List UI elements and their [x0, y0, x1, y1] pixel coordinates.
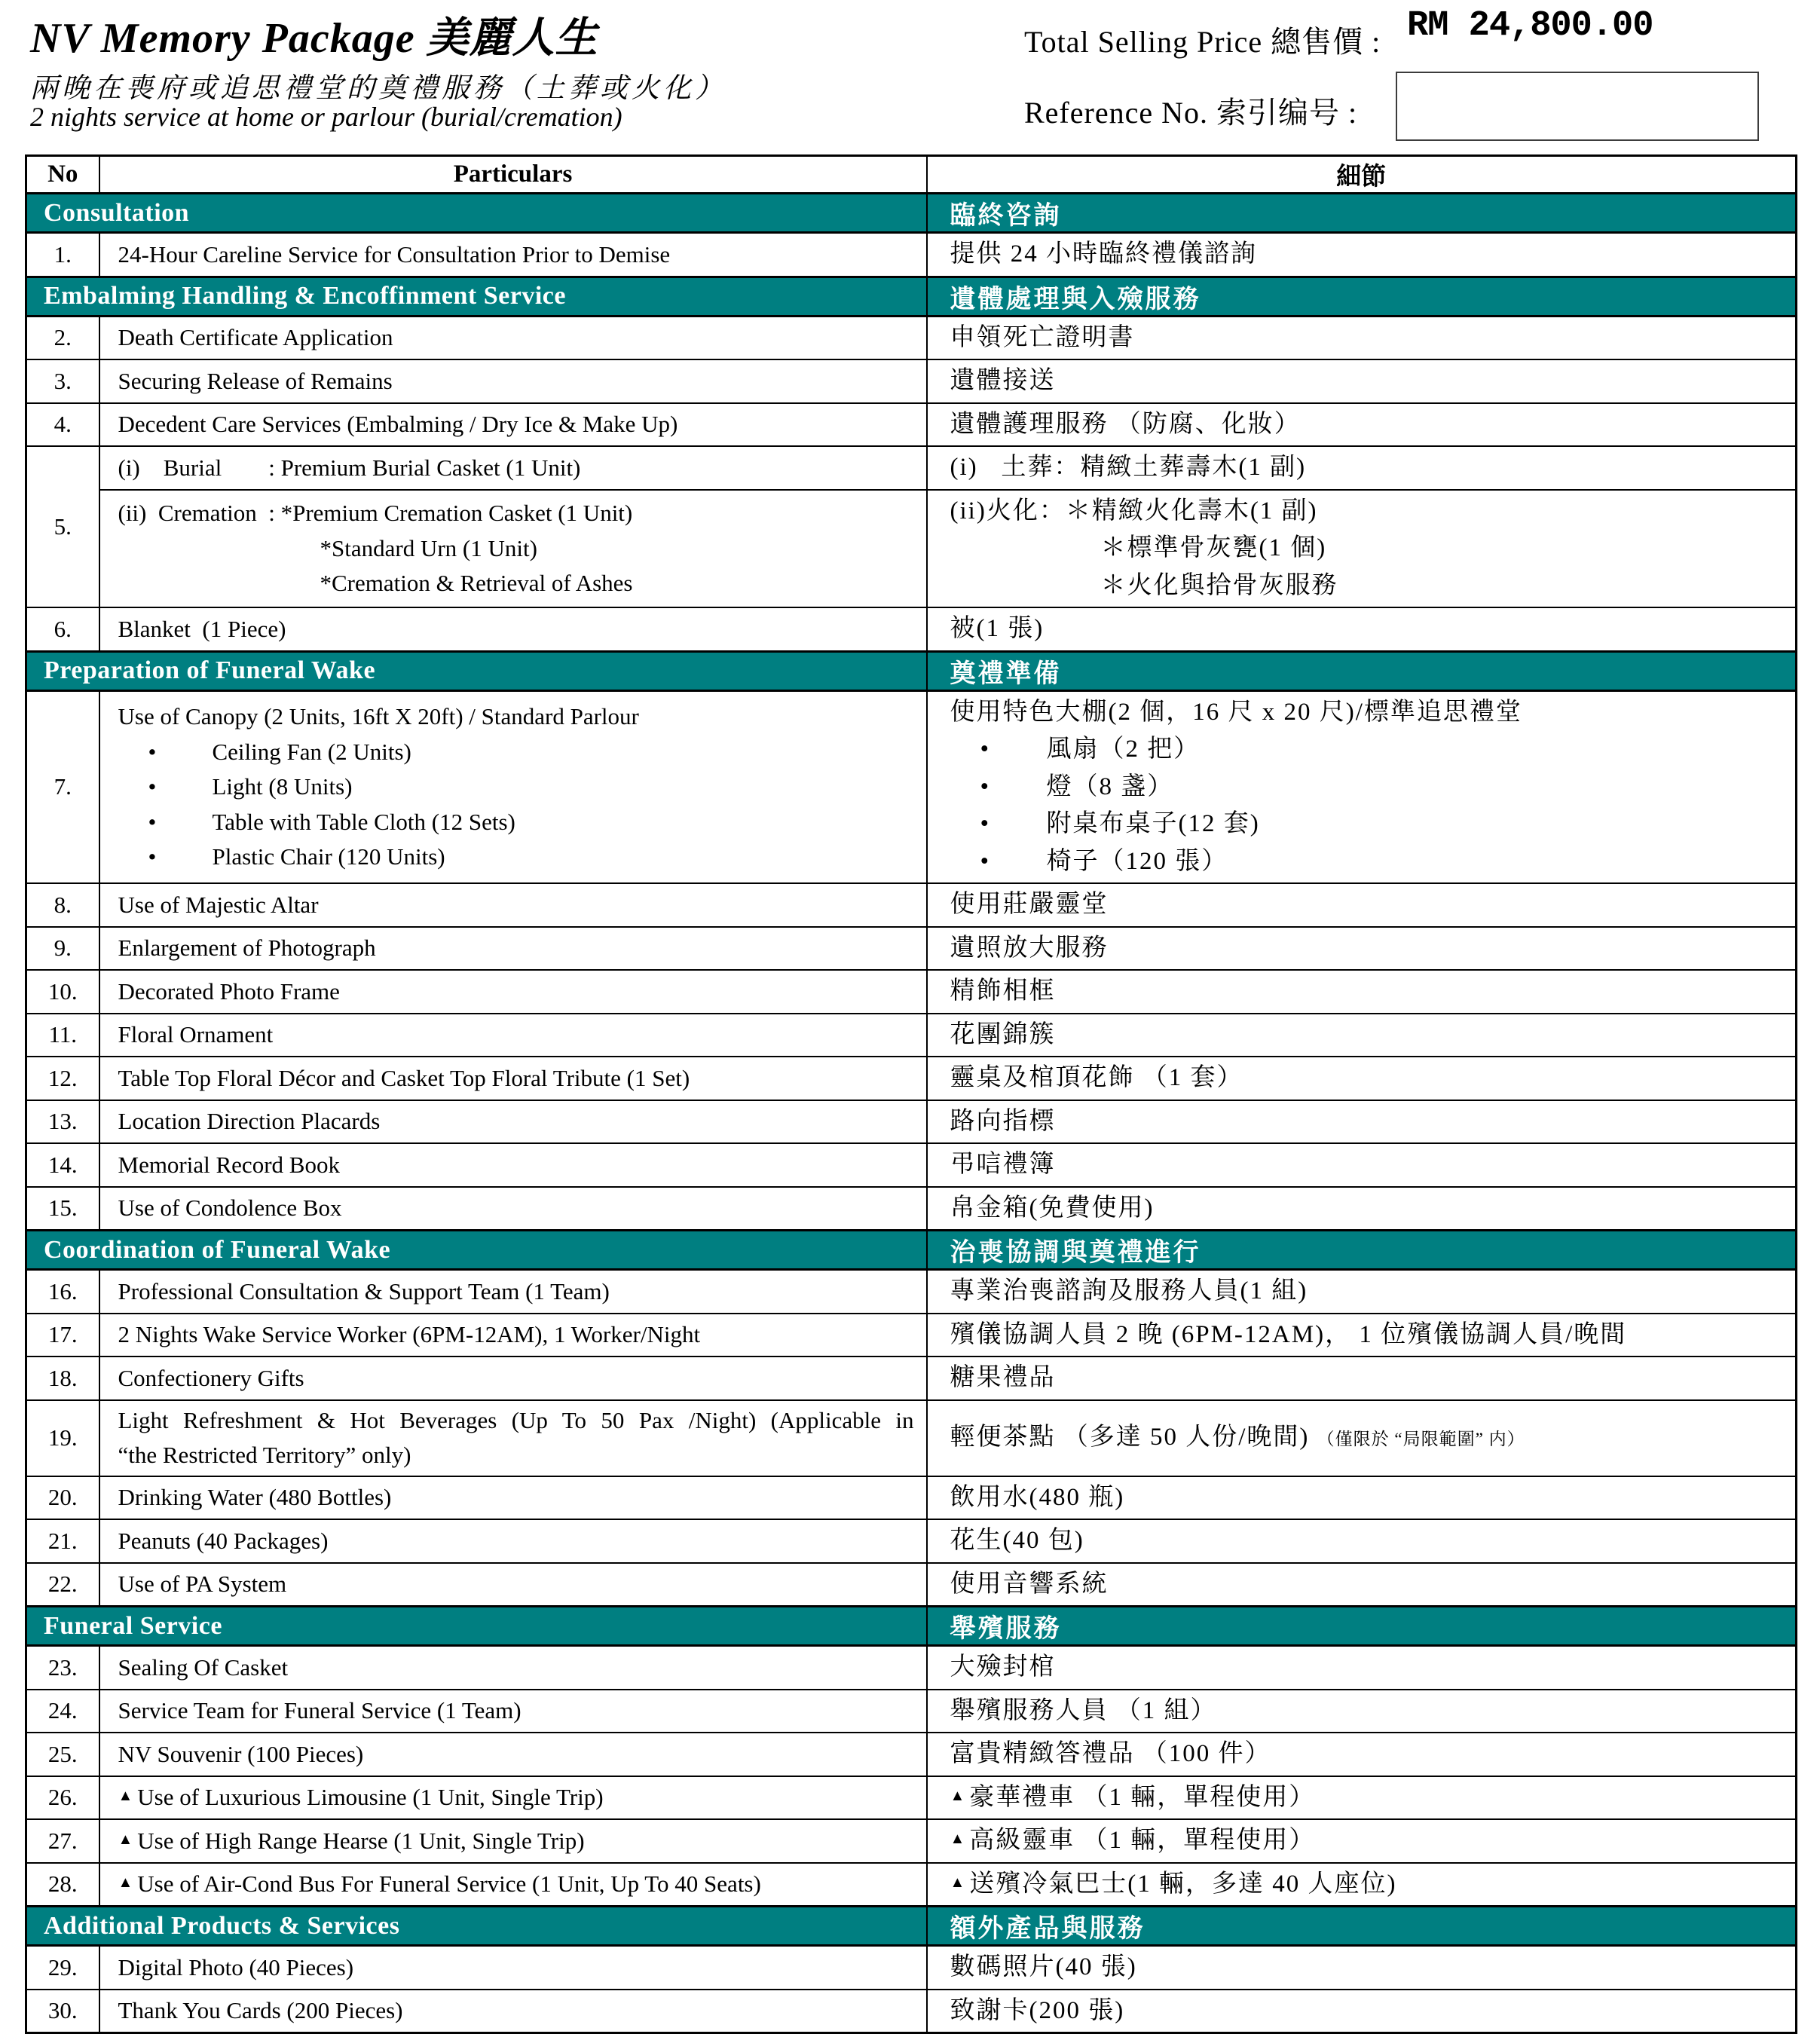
details-cell: [927, 1143, 1797, 1187]
details-cell: [927, 1187, 1797, 1231]
text-line: 舉殯服務人員 （1 組）: [950, 1696, 1217, 1724]
subtitle-chinese: 兩晚在喪府或追思禮堂的奠禮服務（土葬或火化）: [30, 73, 726, 104]
section-row: [26, 1231, 1797, 1270]
text-line: Memorial Record Book: [118, 1151, 340, 1178]
particulars-cell: [99, 1187, 927, 1231]
table-row: [26, 1314, 1797, 1357]
row-number: 25.: [26, 1733, 99, 1776]
table-row: [26, 1819, 1797, 1863]
row-number: 28.: [26, 1863, 99, 1907]
section-header-en: Additional Products & Services: [26, 1907, 927, 1946]
particulars-cell: [99, 233, 927, 277]
text-line: Service Team for Funeral Service (1 Team): [118, 1697, 522, 1724]
details-cell: [927, 446, 1797, 490]
details-cell: [927, 927, 1797, 971]
details-cell: [927, 1314, 1797, 1357]
details-cell: [927, 1270, 1797, 1314]
triangle-icon: ▲: [118, 1831, 133, 1848]
text-line: 糖果禮品: [950, 1364, 1056, 1391]
text-line: 遺體護理服務 （防腐、化妝）: [950, 410, 1301, 438]
text-line: 致謝卡(200 張): [950, 1996, 1125, 2024]
particulars-cell: [99, 490, 927, 608]
row-number: 23.: [26, 1646, 99, 1690]
text-line: NV Souvenir (100 Pieces): [118, 1740, 364, 1767]
text-line: 路向指標: [950, 1107, 1056, 1135]
column-header-details: 細節: [927, 156, 1797, 194]
details-cell: [927, 1057, 1797, 1100]
text-line: 殯儀協調人員 2 晚 (6PM-12AM)， 1 位殯儀協調人員/晚間: [950, 1320, 1627, 1348]
row-number: 4.: [26, 403, 99, 447]
bullet-line: • Ceiling Fan (2 Units): [118, 735, 914, 770]
particulars-cell: [99, 316, 927, 359]
particulars-cell: [99, 1100, 927, 1144]
details-cell: [927, 1400, 1797, 1476]
text-line: Thank You Cards (200 Pieces): [118, 1997, 403, 2023]
text-line: Use of Condolence Box: [118, 1194, 342, 1221]
table-row: [26, 233, 1797, 277]
text-line: 2 Nights Wake Service Worker (6PM-12AM), 1 Worker/Night: [118, 1321, 701, 1347]
section-row: [26, 1607, 1797, 1646]
particulars-cell: [99, 690, 927, 883]
text-line: 大殮封棺: [950, 1653, 1056, 1681]
triangle-icon: ▲: [950, 1873, 965, 1891]
text-line: Floral Ornament: [118, 1021, 274, 1048]
text-line: 數碼照片(40 張): [950, 1953, 1137, 1980]
particulars-cell: [99, 1776, 927, 1820]
text-line: 花團錦簇: [950, 1020, 1056, 1048]
triangle-icon: ▲: [118, 1788, 133, 1804]
text-line: (ii)火化：＊精緻火化壽木(1 副): [950, 497, 1318, 525]
details-cell: [927, 1519, 1797, 1563]
table-row: [26, 690, 1797, 883]
particulars-cell: [99, 1270, 927, 1314]
text-line: Sealing Of Casket: [118, 1653, 289, 1681]
table-row: [26, 1187, 1797, 1231]
details-cell: [927, 403, 1797, 447]
text-line: ＊火化與拾骨灰服務: [1100, 571, 1338, 599]
details-cell: [927, 1100, 1797, 1144]
column-header-particulars: Particulars: [99, 156, 927, 194]
row-number: 21.: [26, 1519, 99, 1563]
text-line: Professional Consultation & Support Team (1 Team): [118, 1277, 610, 1305]
details-cell: [927, 1563, 1797, 1607]
row-number: 24.: [26, 1690, 99, 1733]
table-body: [26, 194, 1797, 2033]
table-row: [26, 1563, 1797, 1607]
text-line: Blanket (1 Piece): [118, 615, 286, 642]
text-line: Decedent Care Services (Embalming / Dry Ice & Make Up): [118, 411, 678, 437]
table-row: [26, 883, 1797, 927]
text-line: “the Restricted Territory” only): [118, 1442, 411, 1468]
table-row: [26, 1946, 1797, 1990]
particulars-cell: [99, 1819, 927, 1863]
table-row: [26, 1014, 1797, 1057]
particulars-cell: [99, 607, 927, 651]
text-line: Drinking Water (480 Bottles): [118, 1484, 392, 1510]
particulars-cell: [99, 1563, 927, 1607]
particulars-cell: [99, 1733, 927, 1776]
table-row: [26, 403, 1797, 447]
particulars-cell: [99, 1946, 927, 1990]
text-line: ▲ Use of Luxurious Limousine (1 Unit, Single Trip): [118, 1784, 604, 1810]
section-header-en: Embalming Handling & Encoffinment Service: [26, 277, 927, 316]
bullet-line: • 燈（8 盞）: [950, 769, 1785, 806]
particulars-cell: [99, 1863, 927, 1907]
table-row: [26, 1057, 1797, 1100]
details-cell: [927, 690, 1797, 883]
details-cell: [927, 1690, 1797, 1733]
row-number: 17.: [26, 1314, 99, 1357]
text-line: 使用音響系統: [950, 1570, 1109, 1598]
section-header-zh: 治喪協調與奠禮進行: [927, 1231, 1797, 1270]
section-header-zh: 臨終咨詢: [927, 194, 1797, 233]
row-number: 7.: [26, 690, 99, 883]
particulars-cell: [99, 1990, 927, 2033]
text-line: 使用莊嚴靈堂: [950, 891, 1109, 918]
particulars-cell: [99, 403, 927, 447]
details-cell: [927, 316, 1797, 359]
text-line: (ii) Cremation : *Premium Cremation Casket (1 Unit): [118, 500, 633, 526]
text-line: 富貴精緻答禮品 （100 件）: [950, 1740, 1271, 1767]
details-cell: [927, 1819, 1797, 1863]
details-cell: [927, 1776, 1797, 1820]
text-line: ▲ 豪華禮車 （1 輛，單程使用）: [950, 1783, 1316, 1811]
section-row: [26, 651, 1797, 690]
table-row: [26, 1143, 1797, 1187]
text-line: 遺體接送: [950, 367, 1056, 394]
text-line: 24-Hour Careline Service for Consultation Prior to Demise: [118, 240, 671, 268]
triangle-icon: ▲: [950, 1787, 965, 1804]
row-number: 22.: [26, 1563, 99, 1607]
details-cell: [927, 1476, 1797, 1520]
text-line: Use of PA System: [118, 1571, 287, 1597]
details-cell: [927, 490, 1797, 608]
text-line: Use of Canopy (2 Units, 16ft X 20ft) / Standard Parlour: [118, 703, 639, 729]
table-row: [26, 927, 1797, 971]
particulars-cell: [99, 1357, 927, 1400]
particulars-cell: [99, 359, 927, 403]
particulars-cell: [99, 1519, 927, 1563]
text-line: 弔唁禮簿: [950, 1151, 1056, 1178]
details-cell: [927, 359, 1797, 403]
table-row: [26, 316, 1797, 359]
row-number: 14.: [26, 1143, 99, 1187]
section-header-zh: 額外產品與服務: [927, 1907, 1797, 1946]
text-line: 被(1 張): [950, 615, 1045, 642]
text-line: Table Top Floral Décor and Casket Top Floral Tribute (1 Set): [118, 1064, 690, 1091]
bullet-line: • 附桌布桌子(12 套): [950, 806, 1785, 843]
details-cell: [927, 883, 1797, 927]
table-row: [26, 1733, 1797, 1776]
particulars-cell: [99, 1690, 927, 1733]
details-cell: [927, 970, 1797, 1014]
table-row: [26, 359, 1797, 403]
table-row: [26, 1357, 1797, 1400]
section-header-en: Preparation of Funeral Wake: [26, 651, 927, 690]
text-line: 精飾相框: [950, 977, 1056, 1005]
text-line: (i) 土葬：精緻土葬壽木(1 副): [950, 454, 1307, 481]
details-cell: [927, 1646, 1797, 1690]
page-title: NV Memory Package 美麗人生: [30, 15, 598, 62]
row-number: 8.: [26, 883, 99, 927]
table-row: [26, 970, 1797, 1014]
row-number: 30.: [26, 1990, 99, 2033]
table-row: [26, 1776, 1797, 1820]
particulars-cell: [99, 446, 927, 490]
text-line: 靈桌及棺頂花飾 （1 套）: [950, 1064, 1243, 1091]
triangle-icon: ▲: [118, 1874, 133, 1891]
row-number: 15.: [26, 1187, 99, 1231]
section-header-en: Funeral Service: [26, 1607, 927, 1646]
particulars-cell: [99, 970, 927, 1014]
row-number: 6.: [26, 607, 99, 651]
table-row: [26, 1270, 1797, 1314]
text-line: Enlargement of Photograph: [118, 934, 376, 961]
row-number: 1.: [26, 233, 99, 277]
text-line: Light Refreshment & Hot Beverages (Up To 50 Pax /Night) (Applicable in: [118, 1406, 914, 1433]
row-number: 12.: [26, 1057, 99, 1100]
particulars-cell: [99, 927, 927, 971]
table-row: [26, 490, 1797, 608]
text-line: ▲ 送殯冷氣巴士(1 輛，多達 40 人座位): [950, 1870, 1397, 1898]
table-row: [26, 1646, 1797, 1690]
table-row: [26, 1400, 1797, 1476]
text-line: Confectionery Gifts: [118, 1364, 304, 1391]
row-number: 13.: [26, 1100, 99, 1144]
table-row: [26, 1100, 1797, 1144]
text-line: 使用特色大棚(2 個，16 尺 x 20 尺)/標準追思禮堂: [950, 698, 1522, 726]
row-number: 5.: [26, 446, 99, 607]
section-header-zh: 舉殯服務: [927, 1607, 1797, 1646]
triangle-icon: ▲: [950, 1831, 965, 1847]
text-line: 專業治喪諮詢及服務人員(1 組): [950, 1277, 1308, 1305]
row-number: 29.: [26, 1946, 99, 1990]
reference-input-box[interactable]: [1396, 72, 1759, 141]
text-line: (i) Burial : Premium Burial Casket (1 Unit): [118, 454, 581, 481]
text-line: 提供 24 小時臨終禮儀諮詢: [950, 240, 1257, 268]
text-line: *Standard Urn (1 Unit): [320, 534, 537, 561]
row-number: 20.: [26, 1476, 99, 1520]
particulars-cell: [99, 883, 927, 927]
row-number: 19.: [26, 1400, 99, 1476]
text-line: Use of Majestic Altar: [118, 891, 319, 918]
column-header-no: No: [26, 156, 99, 194]
details-cell: [927, 607, 1797, 651]
section-header-en: Consultation: [26, 194, 927, 233]
total-price-label: Total Selling Price 總售價 :: [1024, 25, 1381, 59]
text-line: 輕便茶點 （多達 50 人份/晚間) （僅限於 “局限範圍” 内）: [950, 1424, 1525, 1451]
text-line: 飲用水(480 瓶): [950, 1483, 1125, 1511]
section-row: [26, 277, 1797, 316]
table-row: [26, 446, 1797, 490]
text-line: Peanuts (40 Packages): [118, 1527, 329, 1554]
note-text: （僅限於 “局限範圍” 内）: [1317, 1430, 1525, 1449]
row-number: 16.: [26, 1270, 99, 1314]
text-line: ▲ 高級靈車 （1 輛，單程使用）: [950, 1827, 1316, 1854]
text-line: Decorated Photo Frame: [118, 977, 340, 1005]
text-line: 申領死亡證明書: [950, 323, 1135, 351]
text-line: Location Direction Placards: [118, 1108, 381, 1134]
particulars-cell: [99, 1057, 927, 1100]
text-line: Death Certificate Application: [118, 324, 393, 350]
text-line: 帛金箱(免費使用): [950, 1194, 1155, 1222]
row-number: 27.: [26, 1819, 99, 1863]
text-line: ▲ Use of Air-Cond Bus For Funeral Service (1 Unit, Up To 40 Seats): [118, 1870, 761, 1897]
row-number: 11.: [26, 1014, 99, 1057]
table-row: [26, 607, 1797, 651]
details-cell: [927, 1357, 1797, 1400]
bullet-line: • Light (8 Units): [118, 769, 914, 805]
table-header-row: [26, 156, 1797, 194]
table-row: [26, 1863, 1797, 1907]
details-cell: [927, 233, 1797, 277]
row-number: 18.: [26, 1357, 99, 1400]
bullet-line: • Plastic Chair (120 Units): [118, 840, 914, 875]
particulars-cell: [99, 1400, 927, 1476]
text-line: 花生(40 包): [950, 1527, 1084, 1554]
details-cell: [927, 1990, 1797, 2033]
table-row: [26, 1690, 1797, 1733]
section-row: [26, 194, 1797, 233]
text-line: ＊標準骨灰甕(1 個): [1100, 534, 1327, 561]
particulars-cell: [99, 1014, 927, 1057]
section-header-en: Coordination of Funeral Wake: [26, 1231, 927, 1270]
section-row: [26, 1907, 1797, 1946]
row-number: 10.: [26, 970, 99, 1014]
particulars-cell: [99, 1143, 927, 1187]
particulars-cell: [99, 1476, 927, 1520]
reference-number-label: Reference No. 索引编号 :: [1024, 96, 1358, 130]
row-number: 2.: [26, 316, 99, 359]
particulars-cell: [99, 1646, 927, 1690]
row-number: 9.: [26, 927, 99, 971]
total-price-value: RM 24,800.00: [1407, 6, 1653, 46]
details-cell: [927, 1733, 1797, 1776]
table-row: [26, 1519, 1797, 1563]
row-number: 3.: [26, 359, 99, 403]
text-line: 遺照放大服務: [950, 934, 1109, 962]
text-line: Securing Release of Remains: [118, 367, 393, 394]
details-cell: [927, 1014, 1797, 1057]
text-line: *Cremation & Retrieval of Ashes: [320, 570, 633, 596]
table-row: [26, 1476, 1797, 1520]
details-cell: [927, 1946, 1797, 1990]
subtitle-english: 2 nights service at home or parlour (burial/cremation): [30, 102, 622, 132]
section-header-zh: 奠禮準備: [927, 651, 1797, 690]
details-cell: [927, 1863, 1797, 1907]
text-line: ▲ Use of High Range Hearse (1 Unit, Single Trip): [118, 1827, 585, 1854]
package-table: [25, 154, 1797, 2034]
bullet-line: • 風扇（2 把）: [950, 731, 1785, 769]
bullet-line: • Table with Table Cloth (12 Sets): [118, 805, 914, 840]
bullet-line: • 椅子（120 張）: [950, 843, 1785, 881]
row-number: 26.: [26, 1776, 99, 1820]
particulars-cell: [99, 1314, 927, 1357]
table-row: [26, 1990, 1797, 2033]
text-line: Digital Photo (40 Pieces): [118, 1953, 354, 1980]
section-header-zh: 遺體處理與入殮服務: [927, 277, 1797, 316]
